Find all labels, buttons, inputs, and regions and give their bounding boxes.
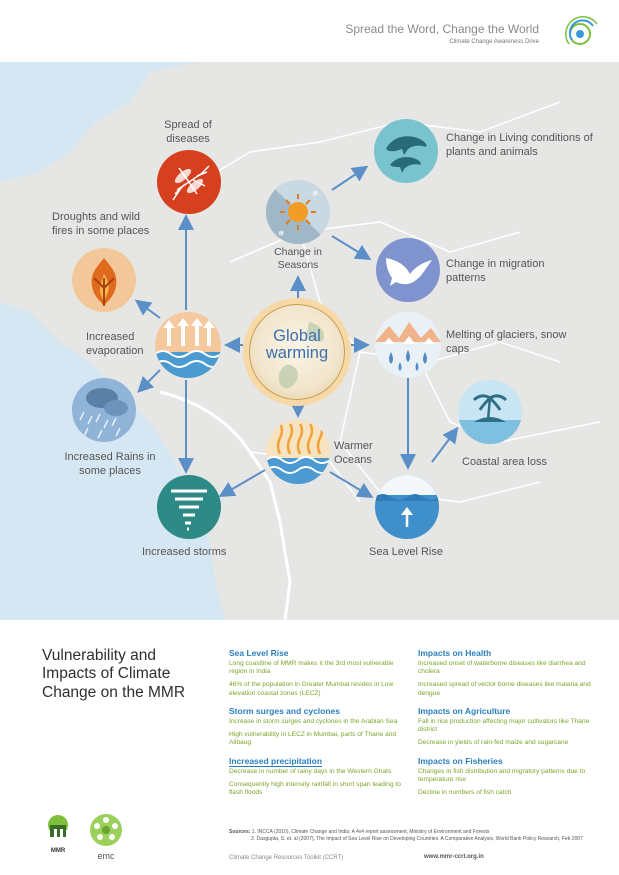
health-item-2: Increased spread of vector borne diseases like malaria and dengue xyxy=(418,681,591,697)
agriculture-section-title: Impacts on Agriculture xyxy=(418,705,511,716)
info-title: Vulnerability and Impacts of Climate Change on the MMR xyxy=(42,647,186,701)
storm-item-2: High vulnerability in LECZ in Mumbai, parts of Thane and Alibaug xyxy=(229,731,397,747)
warmer-oceans-label: Warmer Oceans xyxy=(334,440,373,466)
fisheries-section xyxy=(418,756,598,798)
emc-logo-text: emc xyxy=(97,851,115,861)
migration-node xyxy=(376,238,440,302)
glaciers-node xyxy=(375,312,441,378)
toolkit-label: Climate Change Resources Toolkit (CCRT) xyxy=(229,855,344,861)
storms-label: Increased storms xyxy=(142,546,227,558)
diseases-label: Spread of diseases xyxy=(164,119,212,145)
evaporation-label: Increased evaporation xyxy=(86,331,144,357)
rains-label: Increased Rains in some places xyxy=(64,451,156,477)
storms-node xyxy=(157,475,221,539)
living-conditions-node xyxy=(374,119,438,183)
sea-level-item-1: Long coastline of MMR makes it the 3rd most vulnerable region in India xyxy=(229,660,394,676)
rains-node xyxy=(72,378,136,442)
fisheries-section-title: Impacts on Fisheries xyxy=(418,755,503,766)
warm-waves-icon xyxy=(266,420,330,484)
global-warming-label: Global warming xyxy=(265,327,329,363)
mmr-logo xyxy=(40,811,76,859)
glacier-drops-icon xyxy=(375,312,441,378)
seasons-node xyxy=(266,180,330,244)
mmr-emblem-icon xyxy=(40,811,76,843)
info-right-column xyxy=(418,648,598,797)
sea-level-node xyxy=(375,475,439,539)
arrow-oceans-to-sealevel xyxy=(330,472,370,496)
info-left-column xyxy=(229,648,409,797)
coastal-label: Coastal area loss xyxy=(462,456,547,468)
bird-icon xyxy=(376,238,440,302)
sea-level-section-title: Sea Level Rise xyxy=(229,648,289,658)
emc-flower-icon xyxy=(86,812,126,848)
sea-level-item-2: 46% of the population in Greater Mumbai resides in Low elevation coastal zones (LECZ) xyxy=(229,681,394,697)
sea-level-label: Sea Level Rise xyxy=(369,546,443,558)
svg-text:❄: ❄ xyxy=(312,189,319,198)
source-1: 1. INCCA (2010), Climate Change and India: A 4x4 report assessment, Ministry of Environment and Forests xyxy=(251,829,490,835)
evaporation-arrows-icon xyxy=(155,312,221,378)
seasons-label: Change in Seasons xyxy=(274,246,322,272)
mmr-logo-text: MMR xyxy=(50,848,66,854)
health-section-title: Impacts on Health xyxy=(418,648,492,658)
storm-section xyxy=(229,706,409,748)
arrow-evap-to-droughts xyxy=(138,302,160,318)
svg-text:❄: ❄ xyxy=(278,229,285,238)
droughts-node xyxy=(72,248,136,312)
coastal-node xyxy=(458,380,522,444)
mosquito-icon xyxy=(157,150,221,214)
precipitation-section-title: Increased precipitation xyxy=(229,755,323,766)
diseases-node xyxy=(157,150,221,214)
tornado-icon xyxy=(157,475,221,539)
arrow-oceans-to-storms xyxy=(222,470,265,495)
arrow-to-living xyxy=(332,168,365,190)
warmer-oceans-node xyxy=(266,420,330,484)
header-subtitle: Climate Change Awareness Drive xyxy=(449,39,539,45)
health-item-1: Increased onset of waterborne diseases like diarrhea and cholera xyxy=(418,660,586,676)
precipitation-item-1: Decrease in number of rainy days in the Western Ghats xyxy=(229,767,392,775)
evaporation-node xyxy=(155,312,221,378)
storm-section-title: Storm surges and cyclones xyxy=(229,705,341,716)
agriculture-item-2: Decrease in yields of rain-fed maize and sugarcane xyxy=(418,739,569,747)
island-palm-icon xyxy=(458,380,522,444)
source-2: 2. Dasgupta, S. et. al (2007), The Impact of Sea Level Rise on Developing Countries: A Comparative Analysis, World Bank Policy Research, Feb 2007 xyxy=(251,835,583,842)
migration-label: Change in migration patterns xyxy=(446,258,545,284)
website-url: www.mmr-ccrt.org.in xyxy=(424,854,484,860)
header-tagline: Spread the Word, Change the World xyxy=(345,22,539,36)
agriculture-item-1: Fall in rice production affecting major cultivators like Thane district xyxy=(418,717,590,734)
emc-logo xyxy=(86,812,126,861)
fisheries-item-2: Decline in numbers of fish catch xyxy=(418,789,512,797)
arrow-to-migration xyxy=(332,236,368,258)
sources-label: Sources: xyxy=(229,829,251,835)
health-section xyxy=(418,648,598,698)
glaciers-label: Melting of glaciers, snow caps xyxy=(446,329,567,355)
sun-snow-icon xyxy=(266,180,330,244)
agriculture-section xyxy=(418,706,598,748)
precipitation-item-2: Consequently high intensity rainfall in short span leading to flash floods xyxy=(229,780,401,797)
dolphins-icon xyxy=(374,119,438,183)
rain-cloud-icon xyxy=(72,378,136,442)
fisheries-item-1: Changes in fish distribution and migratory patterns due to temperature rise xyxy=(418,767,586,783)
sea-level-section xyxy=(229,648,409,698)
arrow-evap-to-rains xyxy=(140,370,160,390)
sources-block xyxy=(229,829,599,843)
droughts-label: Droughts and wild fires in some places xyxy=(52,211,150,237)
sea-level-rise-icon xyxy=(375,475,439,539)
global-warming-node xyxy=(243,298,351,406)
storm-item-1: Increase in storm surges and cyclones in the Arabian Sea xyxy=(229,717,398,725)
wildfire-icon xyxy=(72,248,136,312)
precipitation-section xyxy=(229,756,409,798)
arrow-to-coastal xyxy=(432,430,456,462)
living-conditions-label: Change in Living conditions of plants and animals xyxy=(446,132,593,158)
